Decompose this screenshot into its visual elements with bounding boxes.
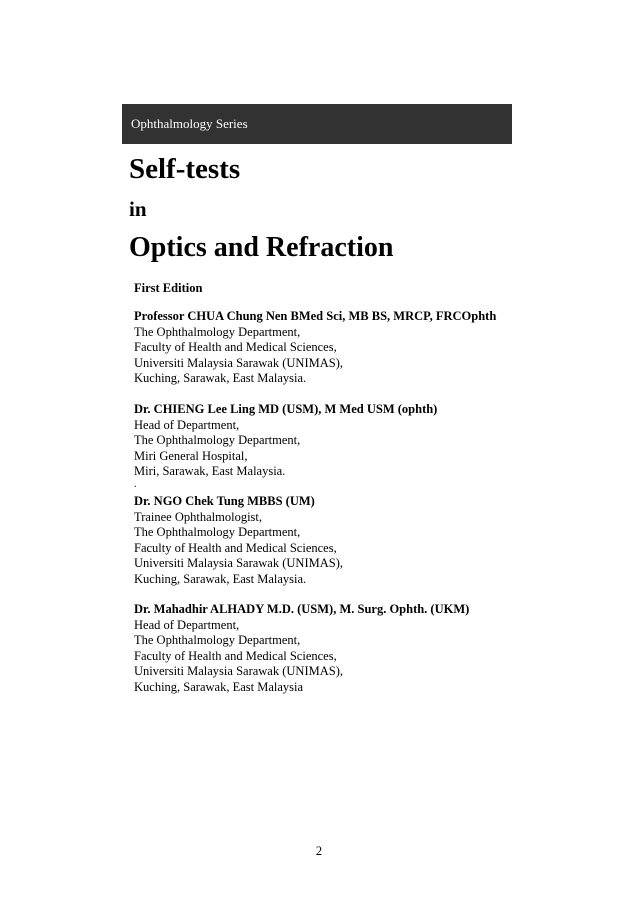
series-label: Ophthalmology Series — [131, 116, 248, 131]
author-name-2: Dr. CHIENG Lee Ling MD (USM), M Med USM (ophth) — [134, 402, 438, 416]
book-title: Self-tests — [129, 153, 241, 185]
series-banner — [122, 104, 512, 144]
author-affiliation-line: The Ophthalmology Department, — [134, 525, 301, 540]
author-name-4: Dr. Mahadhir ALHADY M.D. (USM), M. Surg. Ophth. (UKM) — [134, 602, 470, 616]
author-affiliation-line: The Ophthalmology Department, — [134, 433, 301, 448]
author-affiliation-line: Universiti Malaysia Sarawak (UNIMAS), — [134, 556, 343, 571]
author-affiliation-line: Head of Department, — [134, 617, 240, 632]
edition-label: First Edition — [134, 281, 203, 295]
page-number: 2 — [315, 844, 323, 858]
author-name-1: Professor CHUA Chung Nen BMed Sci, MB BS, MRCP, FRCOphth — [134, 309, 497, 323]
author-affiliation-line: Faculty of Health and Medical Sciences, — [134, 540, 337, 555]
author-affiliation-line: The Ophthalmology Department, — [134, 324, 301, 339]
author-affiliation-line: Head of Department, — [134, 417, 240, 432]
author-affiliation-line: Kuching, Sarawak, East Malaysia — [134, 679, 304, 694]
author-affiliation-line: Universiti Malaysia Sarawak (UNIMAS), — [134, 355, 343, 370]
author-block-4 — [134, 602, 469, 696]
author-affiliation-line: Miri General Hospital, — [134, 448, 248, 463]
author-affiliation-line: Kuching, Sarawak, East Malaysia. — [134, 571, 307, 586]
author-block-3 — [134, 494, 343, 588]
book-subject: Optics and Refraction — [129, 232, 394, 263]
author-affiliation-line: Miri, Sarawak, East Malaysia. — [134, 464, 286, 479]
title-connector: in — [129, 197, 147, 221]
author-block-2 — [134, 402, 437, 480]
stray-mark: . — [134, 479, 137, 490]
author-affiliation-line: Universiti Malaysia Sarawak (UNIMAS), — [134, 664, 343, 679]
author-affiliation-line: Kuching, Sarawak, East Malaysia. — [134, 371, 307, 386]
author-block-1 — [134, 309, 496, 387]
author-name-3: Dr. NGO Chek Tung MBBS (UM) — [134, 494, 315, 508]
author-affiliation-line: Faculty of Health and Medical Sciences, — [134, 340, 337, 355]
author-affiliation-line: The Ophthalmology Department, — [134, 633, 301, 648]
author-affiliation-line: Trainee Ophthalmologist, — [134, 509, 263, 524]
author-affiliation-line: Faculty of Health and Medical Sciences, — [134, 648, 337, 663]
